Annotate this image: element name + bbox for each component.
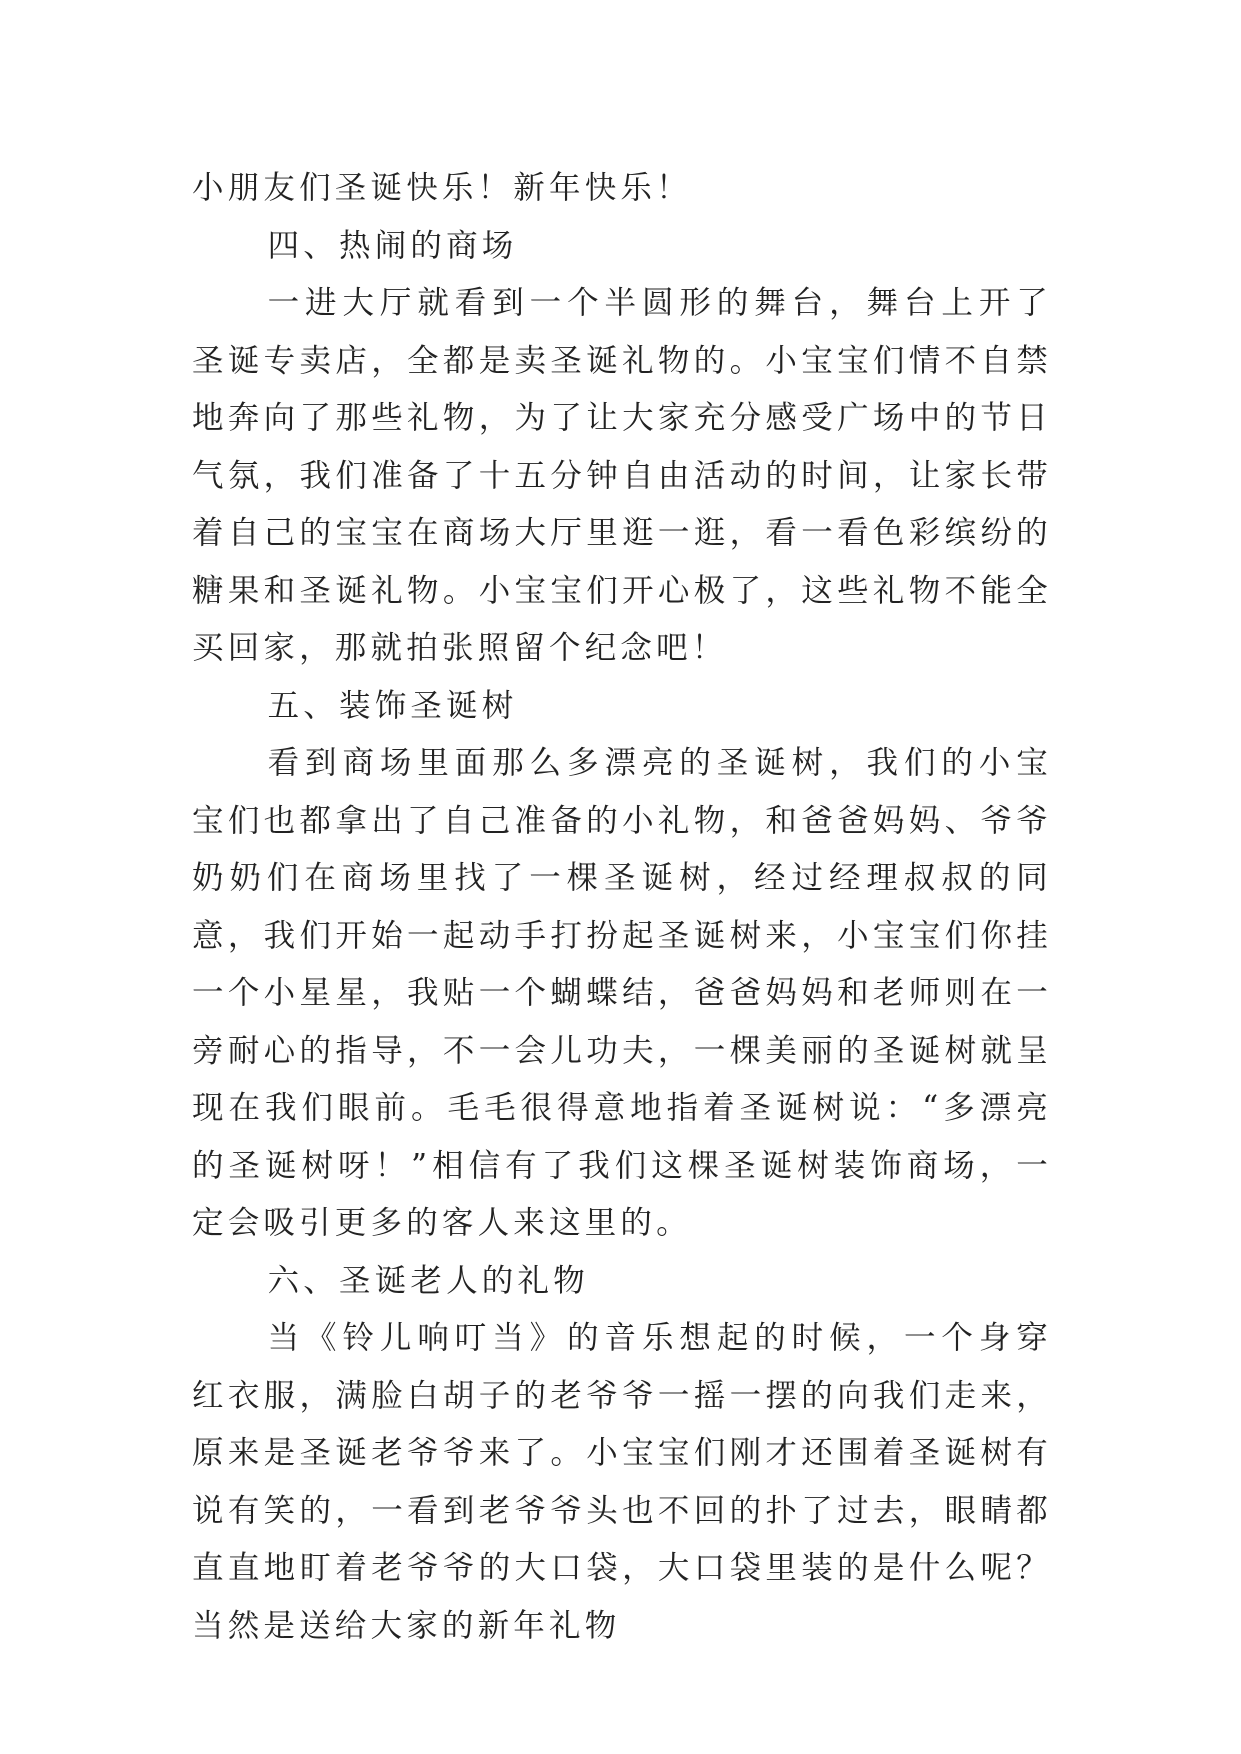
document-body: [192, 160, 1052, 1655]
paragraph-santa: 当《铃儿响叮当》的音乐想起的时候，一个身穿红衣服，满脸白胡子的老爷爷一摇一摆的向我们走来，原来是圣诞老爷爷来了。小宝宝们刚才还围着圣诞树有说有笑的，一看到老爷爷头也不回的扑了过去，眼睛都直直地盯着老爷爷的大口袋，大口袋里装的是什么呢？当然是送给大家的新年礼物: [192, 1320, 1052, 1644]
section-heading-6: 六、圣诞老人的礼物: [267, 1262, 589, 1299]
paragraph-greeting: 小朋友们圣诞快乐！新年快乐！: [192, 170, 692, 206]
paragraph-tree: 看到商场里面那么多漂亮的圣诞树，我们的小宝宝们也都拿出了自己准备的小礼物，和爸爸妈妈、爷爷奶奶们在商场里找了一棵圣诞树，经过经理叔叔的同意，我们开始一起动手打扮起圣诞树来，小宝宝们你挂一个小星星，我贴一个蝴蝶结，爸爸妈妈和老师则在一旁耐心的指导，不一会儿功夫，一棵美丽的圣诞树就呈现在我们眼前。毛毛很得意地指着圣诞树说：“多漂亮的圣诞树呀！”相信有了我们这棵圣诞树装饰商场，一定会吸引更多的客人来这里的。: [192, 745, 1052, 1241]
section-heading-4: 四、热闹的商场: [267, 227, 518, 264]
section-heading-5: 五、装饰圣诞树: [267, 687, 518, 724]
paragraph-mall: 一进大厅就看到一个半圆形的舞台，舞台上开了圣诞专卖店，全都是卖圣诞礼物的。小宝宝们情不自禁地奔向了那些礼物，为了让大家充分感受广场中的节日气氛，我们准备了十五分钟自由活动的时间，让家长带着自己的宝宝在商场大厅里逛一逛，看一看色彩缤纷的糖果和圣诞礼物。小宝宝们开心极了，这些礼物不能全买回家，那就拍张照留个纪念吧！: [192, 285, 1052, 666]
